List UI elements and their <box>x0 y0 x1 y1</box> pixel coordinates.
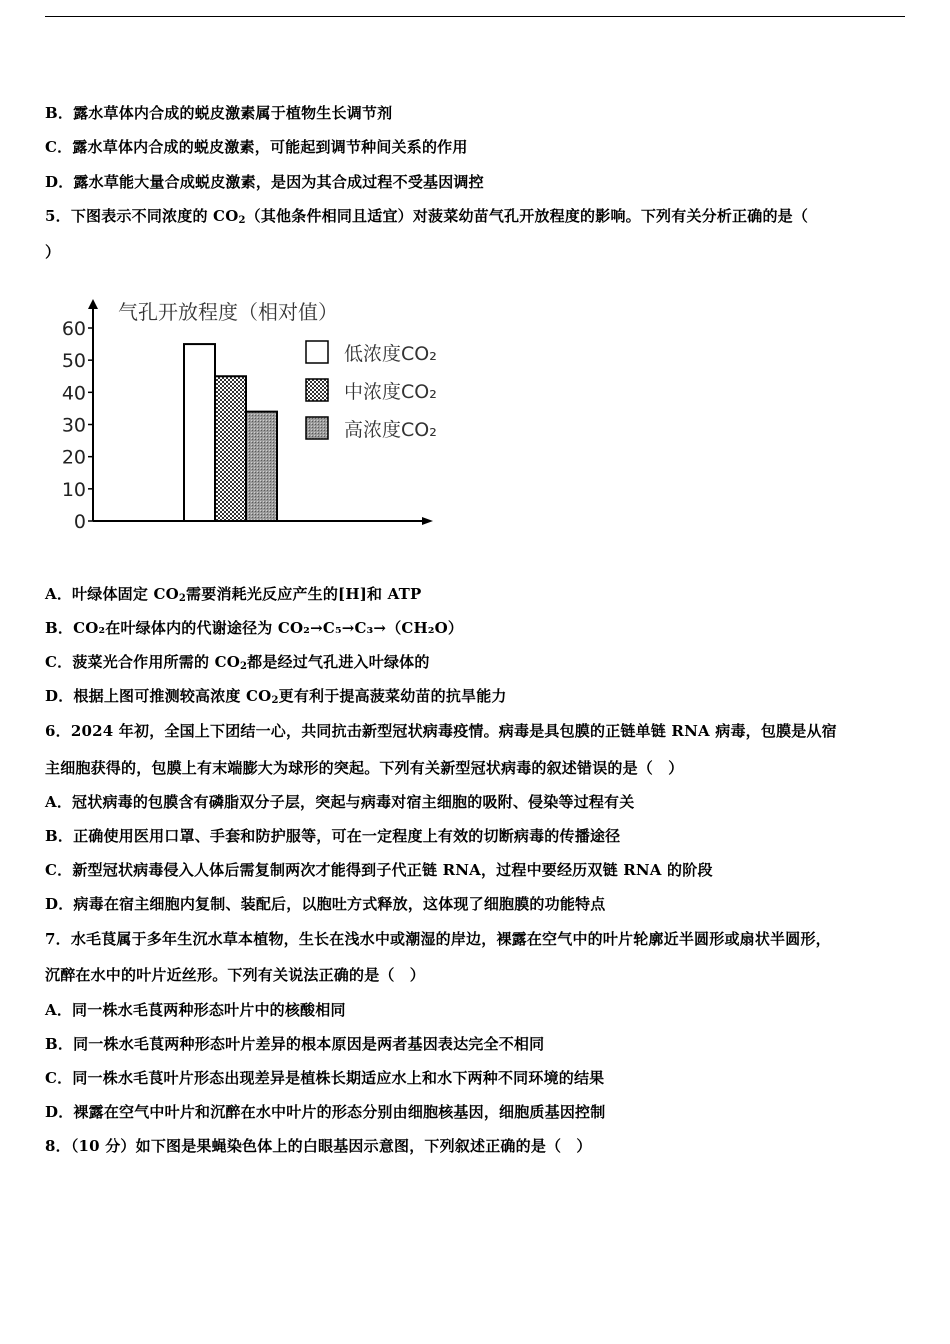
legend-swatch-1 <box>306 341 328 363</box>
legend-label-2: 中浓度CO₂ <box>344 381 437 403</box>
legend-swatch-2 <box>306 379 328 401</box>
q6-option-a: A．冠状病毒的包膜含有磷脂双分子层，突起与病毒对宿主细胞的吸附、侵染等过程有关 <box>45 793 635 811</box>
q5-option-b: B．CO₂在叶绿体内的代谢途径为 CO₂→C₅→C₃→（CH₂O） <box>45 619 464 637</box>
q7-option-a: A．同一株水毛茛两种形态叶片中的核酸相同 <box>45 1001 346 1019</box>
q8-stem: 8．（10 分）如下图是果蝇染色体上的白眼基因示意图，下列叙述正确的是（ ） <box>45 1137 592 1155</box>
y-tick-label: 60 <box>61 318 86 340</box>
bar-1 <box>184 344 215 521</box>
q6-option-d: D．病毒在宿主细胞内复制、装配后，以胞吐方式释放，这体现了细胞膜的功能特点 <box>45 895 606 913</box>
q7-option-d: D．裸露在空气中叶片和沉醉在水中叶片的形态分别由细胞核基因，细胞质基因控制 <box>45 1103 606 1121</box>
q4-option-c: C．露水草体内合成的蜕皮激素，可能起到调节种间关系的作用 <box>45 138 468 156</box>
q7-stem-line1: 7．水毛茛属于多年生沉水草本植物，生长在浅水中或潮湿的岸边，裸露在空气中的叶片轮廓近半圆形或扇状半圆形， <box>45 930 831 948</box>
y-axis-title: 气孔开放程度（相对值） <box>118 300 338 324</box>
q5-option-d: D．根据上图可推测较高浓度 $CO_2$更有利于提高菠菜幼苗的抗旱能力 <box>45 687 507 706</box>
chart-svg <box>60 295 440 535</box>
bar-2 <box>215 376 246 521</box>
q5-stem-end: ） <box>45 243 61 261</box>
q5-option-a: A．叶绿体固定 $CO_2$需要消耗光反应产生的[H]和 ATP <box>45 585 422 604</box>
q7-option-b: B．同一株水毛茛两种形态叶片差异的根本原因是两者基因表达完全不相同 <box>45 1035 545 1053</box>
q7-stem-line2: 沉醉在水中的叶片近丝形。下列有关说法正确的是（ ） <box>45 966 426 984</box>
y-tick-label: 20 <box>61 446 86 469</box>
q6-option-b: B．正确使用医用口罩、手套和防护服等，可在一定程度上有效的切断病毒的传播途径 <box>45 827 621 845</box>
header-rule <box>45 16 905 17</box>
stomata-bar-chart <box>60 295 440 535</box>
y-tick-label: 40 <box>61 382 86 405</box>
x-axis-arrow <box>422 517 433 525</box>
y-axis-arrow <box>88 299 98 309</box>
legend-swatch-3 <box>306 417 328 439</box>
legend-label-1: 低浓度CO₂ <box>344 343 437 365</box>
y-tick-label: 0 <box>73 511 86 533</box>
y-tick-label: 10 <box>61 478 86 501</box>
bar-3 <box>246 412 277 521</box>
q6-option-c: C．新型冠状病毒侵入人体后需复制两次才能得到子代正链 RNA，过程中要经历双链 RNA 的阶段 <box>45 861 713 879</box>
q7-option-c: C．同一株水毛茛叶片形态出现差异是植株长期适应水上和水下两种不同环境的结果 <box>45 1069 605 1087</box>
q6-stem-line2: 主细胞获得的，包膜上有末端膨大为球形的突起。下列有关新型冠状病毒的叙述错误的是（ ） <box>45 759 684 777</box>
y-tick-label: 30 <box>61 414 86 437</box>
q4-option-d: D．露水草能大量合成蜕皮激素，是因为其合成过程不受基因调控 <box>45 173 484 191</box>
legend-label-3: 高浓度CO₂ <box>344 419 437 441</box>
y-tick-label: 50 <box>61 350 86 373</box>
q5-stem: 5．下图表示不同浓度的 $CO_2$（其他条件相同且适宜）对菠菜幼苗气孔开放程度的影响。下列有关分析正确的是（ <box>45 207 809 226</box>
q5-option-c: C．菠菜光合作用所需的 $CO_2$都是经过气孔进入叶绿体的 <box>45 653 430 672</box>
q6-stem-line1: 6．2024 年初，全国上下团结一心，共同抗击新型冠状病毒疫情。病毒是具包膜的正链单链 RNA 病毒，包膜是从宿 <box>45 722 837 740</box>
q4-option-b: B．露水草体内合成的蜕皮激素属于植物生长调节剂 <box>45 104 393 122</box>
